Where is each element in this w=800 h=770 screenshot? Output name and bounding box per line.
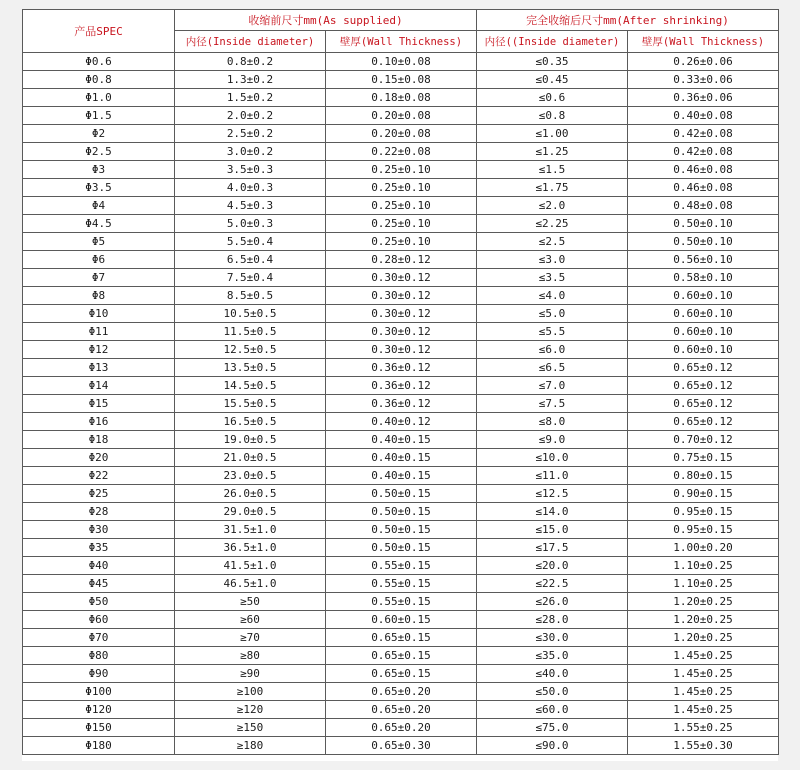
table-row — [23, 71, 779, 89]
before-wall-thickness-cell: 0.25±0.10 — [326, 161, 477, 179]
before-wall-thickness-cell: 0.25±0.10 — [326, 215, 477, 233]
before-inside-diameter-cell: 0.8±0.2 — [175, 53, 326, 71]
table-row — [23, 197, 779, 215]
before-wall-thickness-cell: 0.36±0.12 — [326, 359, 477, 377]
before-wall-thickness-cell: 0.30±0.12 — [326, 269, 477, 287]
before-wall-thickness-cell: 0.50±0.15 — [326, 539, 477, 557]
after-inside-diameter-cell: ≤0.6 — [477, 89, 628, 107]
after-wall-thickness-cell: 0.95±0.15 — [628, 503, 779, 521]
spec-cell: Φ70 — [23, 629, 175, 647]
before-inside-diameter-cell: 19.0±0.5 — [175, 431, 326, 449]
table-row — [23, 323, 779, 341]
table-row — [23, 215, 779, 233]
before-inside-diameter-cell: 15.5±0.5 — [175, 395, 326, 413]
after-wall-thickness-cell: 0.60±0.10 — [628, 287, 779, 305]
after-inside-diameter-cell: ≤35.0 — [477, 647, 628, 665]
table-body — [23, 53, 779, 755]
after-inside-diameter-cell: ≤0.8 — [477, 107, 628, 125]
table-row — [23, 125, 779, 143]
after-wall-thickness-cell: 1.00±0.20 — [628, 539, 779, 557]
spec-cell: Φ4 — [23, 197, 175, 215]
before-wall-thickness-cell: 0.28±0.12 — [326, 251, 477, 269]
after-inside-diameter-cell: ≤7.5 — [477, 395, 628, 413]
spec-cell: Φ7 — [23, 269, 175, 287]
after-inside-diameter-cell: ≤50.0 — [477, 683, 628, 701]
after-wall-thickness-cell: 1.55±0.30 — [628, 737, 779, 755]
spec-cell: Φ180 — [23, 737, 175, 755]
before-wall-thickness-cell: 0.65±0.30 — [326, 737, 477, 755]
after-inside-diameter-cell: ≤7.0 — [477, 377, 628, 395]
before-inside-diameter-cell: ≥150 — [175, 719, 326, 737]
before-wall-thickness-cell: 0.20±0.08 — [326, 107, 477, 125]
before-inside-diameter-cell: ≥70 — [175, 629, 326, 647]
spec-cell: Φ100 — [23, 683, 175, 701]
after-wall-thickness-cell: 0.65±0.12 — [628, 395, 779, 413]
before-wall-thickness-cell: 0.55±0.15 — [326, 593, 477, 611]
after-shrink-group-header: 完全收缩后尺寸mm(After shrinking) — [477, 10, 779, 31]
after-wall-thickness-cell: 0.58±0.10 — [628, 269, 779, 287]
before-inside-diameter-cell: ≥90 — [175, 665, 326, 683]
before-inside-diameter-cell: 23.0±0.5 — [175, 467, 326, 485]
before-inside-diameter-cell: 1.5±0.2 — [175, 89, 326, 107]
spec-cell: Φ18 — [23, 431, 175, 449]
after-inside-diameter-cell: ≤40.0 — [477, 665, 628, 683]
spec-cell: Φ15 — [23, 395, 175, 413]
after-inside-diameter-cell: ≤11.0 — [477, 467, 628, 485]
spec-cell: Φ4.5 — [23, 215, 175, 233]
table-row — [23, 593, 779, 611]
table-row — [23, 269, 779, 287]
spec-cell: Φ8 — [23, 287, 175, 305]
spec-cell: Φ14 — [23, 377, 175, 395]
table-row — [23, 107, 779, 125]
before-inside-diameter-cell: 8.5±0.5 — [175, 287, 326, 305]
after-inside-diameter-cell: ≤5.0 — [477, 305, 628, 323]
after-wall-thickness-cell: 0.50±0.10 — [628, 215, 779, 233]
table-row — [23, 485, 779, 503]
after-inside-diameter-cell: ≤30.0 — [477, 629, 628, 647]
spec-cell: Φ12 — [23, 341, 175, 359]
spec-cell: Φ120 — [23, 701, 175, 719]
after-inside-diameter-cell: ≤4.0 — [477, 287, 628, 305]
before-inside-diameter-cell: 2.5±0.2 — [175, 125, 326, 143]
before-wall-thickness-cell: 0.60±0.15 — [326, 611, 477, 629]
after-inside-diameter-cell: ≤0.45 — [477, 71, 628, 89]
before-inside-diameter-cell: 13.5±0.5 — [175, 359, 326, 377]
after-wall-thickness-cell: 0.33±0.06 — [628, 71, 779, 89]
after-wall-thickness-cell: 0.50±0.10 — [628, 233, 779, 251]
table-row — [23, 521, 779, 539]
table-row — [23, 449, 779, 467]
after-inside-diameter-cell: ≤1.75 — [477, 179, 628, 197]
after-inside-diameter-cell: ≤3.0 — [477, 251, 628, 269]
after-wall-thickness-cell: 1.55±0.25 — [628, 719, 779, 737]
table-row — [23, 305, 779, 323]
spec-cell: Φ5 — [23, 233, 175, 251]
spec-cell: Φ60 — [23, 611, 175, 629]
before-inside-diameter-cell: 5.5±0.4 — [175, 233, 326, 251]
spec-column-header: 产品SPEC — [23, 10, 175, 53]
before-inside-diameter-cell: 10.5±0.5 — [175, 305, 326, 323]
spec-cell: Φ2.5 — [23, 143, 175, 161]
after-wall-thickness-cell: 0.75±0.15 — [628, 449, 779, 467]
after-inside-diameter-cell: ≤0.35 — [477, 53, 628, 71]
after-inside-diameter-cell: ≤20.0 — [477, 557, 628, 575]
before-wall-thickness-cell: 0.30±0.12 — [326, 323, 477, 341]
spec-cell: Φ0.6 — [23, 53, 175, 71]
after-inside-diameter-header: 内径((Inside diameter) — [477, 31, 628, 53]
before-inside-diameter-cell: ≥180 — [175, 737, 326, 755]
spec-cell: Φ16 — [23, 413, 175, 431]
before-inside-diameter-cell: 14.5±0.5 — [175, 377, 326, 395]
after-inside-diameter-cell: ≤2.5 — [477, 233, 628, 251]
before-wall-thickness-cell: 0.50±0.15 — [326, 503, 477, 521]
table-row — [23, 413, 779, 431]
before-inside-diameter-cell: ≥50 — [175, 593, 326, 611]
table-row — [23, 647, 779, 665]
before-wall-thickness-cell: 0.25±0.10 — [326, 233, 477, 251]
before-inside-diameter-cell: 31.5±1.0 — [175, 521, 326, 539]
spec-cell: Φ1.0 — [23, 89, 175, 107]
after-wall-thickness-cell: 0.56±0.10 — [628, 251, 779, 269]
before-wall-thickness-cell: 0.50±0.15 — [326, 521, 477, 539]
after-wall-thickness-cell: 0.80±0.15 — [628, 467, 779, 485]
after-inside-diameter-cell: ≤6.0 — [477, 341, 628, 359]
after-wall-thickness-cell: 0.65±0.12 — [628, 413, 779, 431]
after-inside-diameter-cell: ≤1.25 — [477, 143, 628, 161]
after-wall-thickness-cell: 0.95±0.15 — [628, 521, 779, 539]
after-inside-diameter-cell: ≤28.0 — [477, 611, 628, 629]
table-row — [23, 287, 779, 305]
before-wall-thickness-header: 壁厚(Wall Thickness) — [326, 31, 477, 53]
after-wall-thickness-cell: 1.20±0.25 — [628, 629, 779, 647]
spec-cell: Φ50 — [23, 593, 175, 611]
shrink-tube-spec-table — [22, 9, 779, 755]
after-wall-thickness-cell: 0.65±0.12 — [628, 359, 779, 377]
table-row — [23, 503, 779, 521]
table-row — [23, 557, 779, 575]
after-inside-diameter-cell: ≤2.25 — [477, 215, 628, 233]
after-inside-diameter-cell: ≤5.5 — [477, 323, 628, 341]
spec-cell: Φ1.5 — [23, 107, 175, 125]
table-row — [23, 539, 779, 557]
after-wall-thickness-cell: 0.70±0.12 — [628, 431, 779, 449]
table-row — [23, 143, 779, 161]
after-inside-diameter-cell: ≤26.0 — [477, 593, 628, 611]
spec-cell: Φ90 — [23, 665, 175, 683]
after-wall-thickness-cell: 0.42±0.08 — [628, 125, 779, 143]
table-row — [23, 467, 779, 485]
table-row — [23, 665, 779, 683]
before-inside-diameter-cell: 21.0±0.5 — [175, 449, 326, 467]
before-wall-thickness-cell: 0.18±0.08 — [326, 89, 477, 107]
before-wall-thickness-cell: 0.25±0.10 — [326, 179, 477, 197]
before-inside-diameter-cell: 2.0±0.2 — [175, 107, 326, 125]
before-inside-diameter-cell: ≥80 — [175, 647, 326, 665]
spec-cell: Φ40 — [23, 557, 175, 575]
after-wall-thickness-cell: 1.45±0.25 — [628, 665, 779, 683]
before-inside-diameter-cell: ≥60 — [175, 611, 326, 629]
before-wall-thickness-cell: 0.22±0.08 — [326, 143, 477, 161]
spec-cell: Φ3.5 — [23, 179, 175, 197]
before-wall-thickness-cell: 0.40±0.15 — [326, 467, 477, 485]
table-row — [23, 377, 779, 395]
spec-cell: Φ80 — [23, 647, 175, 665]
after-inside-diameter-cell: ≤90.0 — [477, 737, 628, 755]
spec-cell: Φ30 — [23, 521, 175, 539]
before-wall-thickness-cell: 0.20±0.08 — [326, 125, 477, 143]
before-inside-diameter-cell: 11.5±0.5 — [175, 323, 326, 341]
spec-cell: Φ150 — [23, 719, 175, 737]
spec-cell: Φ2 — [23, 125, 175, 143]
after-wall-thickness-cell: 1.45±0.25 — [628, 647, 779, 665]
after-inside-diameter-cell: ≤6.5 — [477, 359, 628, 377]
before-inside-diameter-cell: 7.5±0.4 — [175, 269, 326, 287]
table-row — [23, 737, 779, 755]
after-inside-diameter-cell: ≤15.0 — [477, 521, 628, 539]
before-shrink-group-header: 收缩前尺寸mm(As supplied) — [175, 10, 477, 31]
after-wall-thickness-cell: 1.45±0.25 — [628, 701, 779, 719]
before-inside-diameter-cell: 4.5±0.3 — [175, 197, 326, 215]
before-wall-thickness-cell: 0.36±0.12 — [326, 377, 477, 395]
spec-sheet — [22, 9, 778, 761]
before-wall-thickness-cell: 0.55±0.15 — [326, 575, 477, 593]
before-inside-diameter-cell: 6.5±0.4 — [175, 251, 326, 269]
after-wall-thickness-cell: 1.20±0.25 — [628, 593, 779, 611]
before-wall-thickness-cell: 0.65±0.20 — [326, 701, 477, 719]
after-inside-diameter-cell: ≤2.0 — [477, 197, 628, 215]
after-inside-diameter-cell: ≤3.5 — [477, 269, 628, 287]
table-row — [23, 341, 779, 359]
after-wall-thickness-cell: 1.20±0.25 — [628, 611, 779, 629]
after-inside-diameter-cell: ≤12.5 — [477, 485, 628, 503]
before-wall-thickness-cell: 0.30±0.12 — [326, 341, 477, 359]
before-wall-thickness-cell: 0.25±0.10 — [326, 197, 477, 215]
after-wall-thickness-cell: 0.42±0.08 — [628, 143, 779, 161]
before-inside-diameter-cell: 36.5±1.0 — [175, 539, 326, 557]
after-wall-thickness-cell: 1.10±0.25 — [628, 557, 779, 575]
table-row — [23, 179, 779, 197]
before-wall-thickness-cell: 0.65±0.20 — [326, 719, 477, 737]
table-row — [23, 233, 779, 251]
after-wall-thickness-cell: 0.36±0.06 — [628, 89, 779, 107]
before-wall-thickness-cell: 0.65±0.20 — [326, 683, 477, 701]
before-wall-thickness-cell: 0.50±0.15 — [326, 485, 477, 503]
after-inside-diameter-cell: ≤8.0 — [477, 413, 628, 431]
table-row — [23, 395, 779, 413]
after-wall-thickness-cell: 0.60±0.10 — [628, 341, 779, 359]
table-row — [23, 683, 779, 701]
spec-cell: Φ6 — [23, 251, 175, 269]
after-inside-diameter-cell: ≤14.0 — [477, 503, 628, 521]
after-inside-diameter-cell: ≤17.5 — [477, 539, 628, 557]
before-inside-diameter-cell: ≥120 — [175, 701, 326, 719]
table-row — [23, 575, 779, 593]
table-row — [23, 719, 779, 737]
before-wall-thickness-cell: 0.40±0.15 — [326, 431, 477, 449]
after-wall-thickness-cell: 0.26±0.06 — [628, 53, 779, 71]
before-inside-diameter-cell: 5.0±0.3 — [175, 215, 326, 233]
after-wall-thickness-header: 壁厚(Wall Thickness) — [628, 31, 779, 53]
before-wall-thickness-cell: 0.65±0.15 — [326, 665, 477, 683]
before-inside-diameter-cell: 41.5±1.0 — [175, 557, 326, 575]
before-inside-diameter-cell: 1.3±0.2 — [175, 71, 326, 89]
before-wall-thickness-cell: 0.55±0.15 — [326, 557, 477, 575]
after-inside-diameter-cell: ≤1.00 — [477, 125, 628, 143]
spec-cell: Φ10 — [23, 305, 175, 323]
after-inside-diameter-cell: ≤22.5 — [477, 575, 628, 593]
table-row — [23, 431, 779, 449]
spec-cell: Φ11 — [23, 323, 175, 341]
before-inside-diameter-cell: 12.5±0.5 — [175, 341, 326, 359]
before-inside-diameter-cell: 3.5±0.3 — [175, 161, 326, 179]
after-wall-thickness-cell: 0.46±0.08 — [628, 161, 779, 179]
table-row — [23, 611, 779, 629]
before-wall-thickness-cell: 0.30±0.12 — [326, 305, 477, 323]
spec-cell: Φ20 — [23, 449, 175, 467]
table-row — [23, 89, 779, 107]
spec-cell: Φ0.8 — [23, 71, 175, 89]
spec-cell: Φ3 — [23, 161, 175, 179]
header-row-group — [23, 10, 779, 31]
spec-cell: Φ35 — [23, 539, 175, 557]
after-wall-thickness-cell: 1.45±0.25 — [628, 683, 779, 701]
before-inside-diameter-cell: 46.5±1.0 — [175, 575, 326, 593]
before-inside-diameter-cell: ≥100 — [175, 683, 326, 701]
after-wall-thickness-cell: 0.90±0.15 — [628, 485, 779, 503]
before-wall-thickness-cell: 0.30±0.12 — [326, 287, 477, 305]
after-inside-diameter-cell: ≤1.5 — [477, 161, 628, 179]
before-wall-thickness-cell: 0.65±0.15 — [326, 647, 477, 665]
table-header — [23, 10, 779, 53]
after-wall-thickness-cell: 1.10±0.25 — [628, 575, 779, 593]
before-inside-diameter-cell: 16.5±0.5 — [175, 413, 326, 431]
before-inside-diameter-cell: 29.0±0.5 — [175, 503, 326, 521]
before-inside-diameter-cell: 3.0±0.2 — [175, 143, 326, 161]
after-wall-thickness-cell: 0.40±0.08 — [628, 107, 779, 125]
before-inside-diameter-cell: 26.0±0.5 — [175, 485, 326, 503]
spec-cell: Φ45 — [23, 575, 175, 593]
spec-cell: Φ22 — [23, 467, 175, 485]
after-inside-diameter-cell: ≤75.0 — [477, 719, 628, 737]
before-wall-thickness-cell: 0.10±0.08 — [326, 53, 477, 71]
after-wall-thickness-cell: 0.60±0.10 — [628, 323, 779, 341]
table-row — [23, 629, 779, 647]
before-wall-thickness-cell: 0.36±0.12 — [326, 395, 477, 413]
before-wall-thickness-cell: 0.40±0.12 — [326, 413, 477, 431]
table-row — [23, 53, 779, 71]
spec-cell: Φ13 — [23, 359, 175, 377]
after-wall-thickness-cell: 0.46±0.08 — [628, 179, 779, 197]
after-wall-thickness-cell: 0.48±0.08 — [628, 197, 779, 215]
table-row — [23, 359, 779, 377]
before-wall-thickness-cell: 0.15±0.08 — [326, 71, 477, 89]
before-wall-thickness-cell: 0.65±0.15 — [326, 629, 477, 647]
before-inside-diameter-header: 内径(Inside diameter) — [175, 31, 326, 53]
after-wall-thickness-cell: 0.60±0.10 — [628, 305, 779, 323]
after-wall-thickness-cell: 0.65±0.12 — [628, 377, 779, 395]
table-row — [23, 701, 779, 719]
table-row — [23, 251, 779, 269]
table-row — [23, 161, 779, 179]
spec-cell: Φ28 — [23, 503, 175, 521]
spec-cell: Φ25 — [23, 485, 175, 503]
after-inside-diameter-cell: ≤60.0 — [477, 701, 628, 719]
before-wall-thickness-cell: 0.40±0.15 — [326, 449, 477, 467]
after-inside-diameter-cell: ≤10.0 — [477, 449, 628, 467]
after-inside-diameter-cell: ≤9.0 — [477, 431, 628, 449]
before-inside-diameter-cell: 4.0±0.3 — [175, 179, 326, 197]
